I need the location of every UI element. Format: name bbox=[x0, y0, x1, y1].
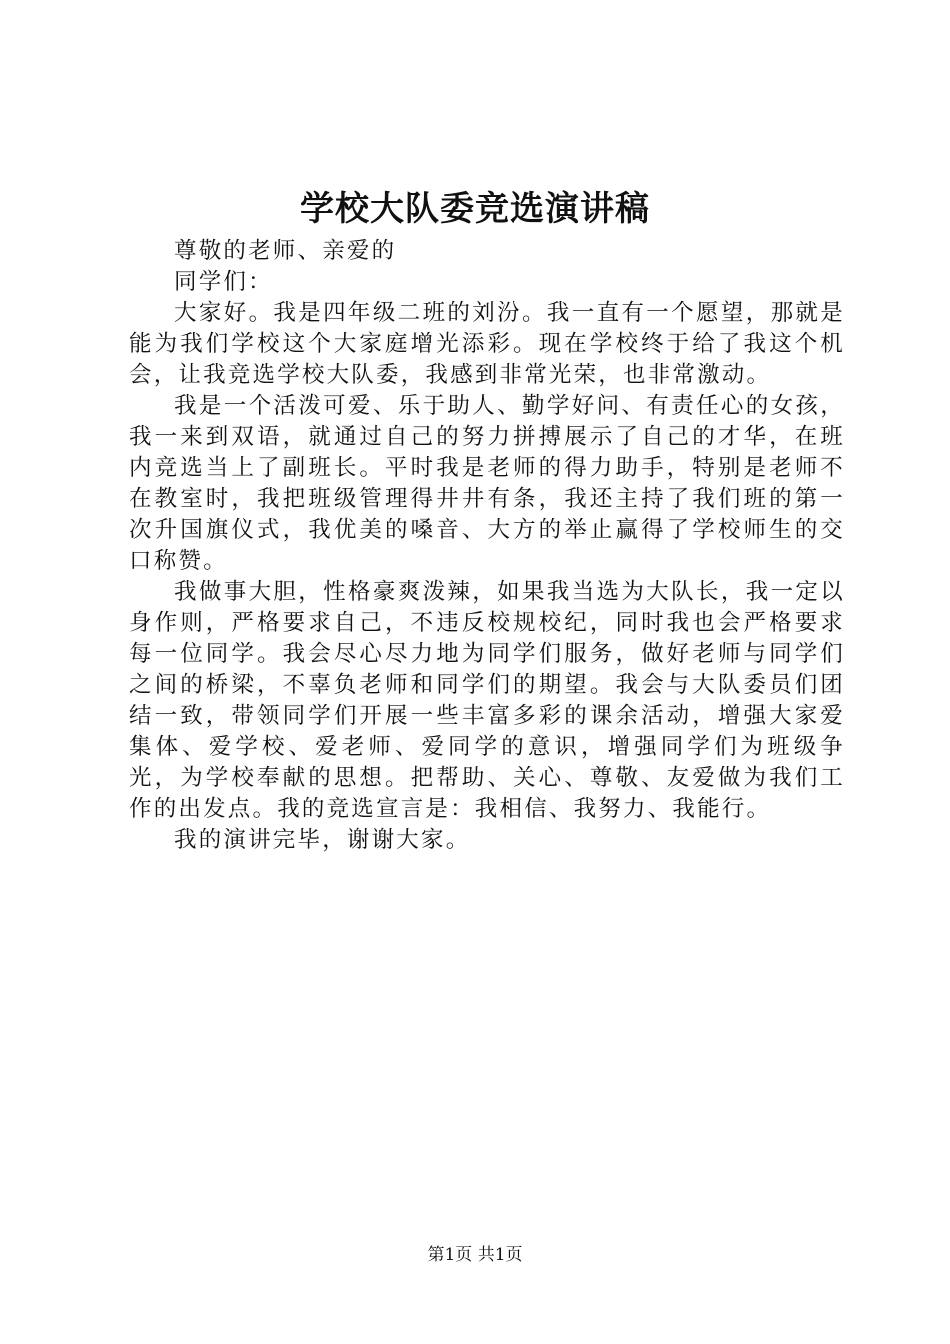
body-paragraph-2: 我是一个活泼可爱、乐于助人、勤学好问、有责任心的女孩，我一来到双语，就通过自己的努力拼搏展示了自己的才华，在班内竞选当上了副班长。平时我是老师的得力助手，特别是老师不在教室时，我把班级管理得井井有条，我还主持了我们班的第一次升国旗仪式，我优美的嗓音、大方的举止赢得了学校师生的交口称赞。 bbox=[129, 393, 845, 574]
salutation-line-2: 同学们： bbox=[174, 269, 273, 295]
body-paragraph-3: 我做事大胆，性格豪爽泼辣，如果我当选为大队长，我一定以身作则，严格要求自己，不违反校规校纪，同时我也会严格要求每一位同学。我会尽心尽力地为同学们服务，做好老师与同学们之间的桥梁，不辜负老师和同学们的期望。我会与大队委员们团结一致，带领同学们开展一些丰富多彩的课余活动，增强大家爱集体、爱学校、爱老师、爱同学的意识，增强同学们为班级争光，为学校奉献的思想。把帮助、关心、尊敬、友爱做为我们工作的出发点。我的竞选宣言是：我相信、我努力、我能行。 bbox=[129, 579, 845, 822]
page-footer: 第1页 共1页 bbox=[427, 1245, 523, 1265]
body-paragraph-4: 我的演讲完毕，谢谢大家。 bbox=[174, 827, 471, 853]
salutation-line-1: 尊敬的老师、亲爱的 bbox=[174, 238, 397, 264]
document-title: 学校大队委竞选演讲稿 bbox=[300, 189, 650, 229]
document-body bbox=[129, 236, 845, 856]
body-paragraph-1: 大家好。我是四年级二班的刘汾。我一直有一个愿望，那就是能为我们学校这个大家庭增光添彩。现在学校终于给了我这个机会，让我竞选学校大队委，我感到非常光荣，也非常激动。 bbox=[129, 300, 845, 388]
